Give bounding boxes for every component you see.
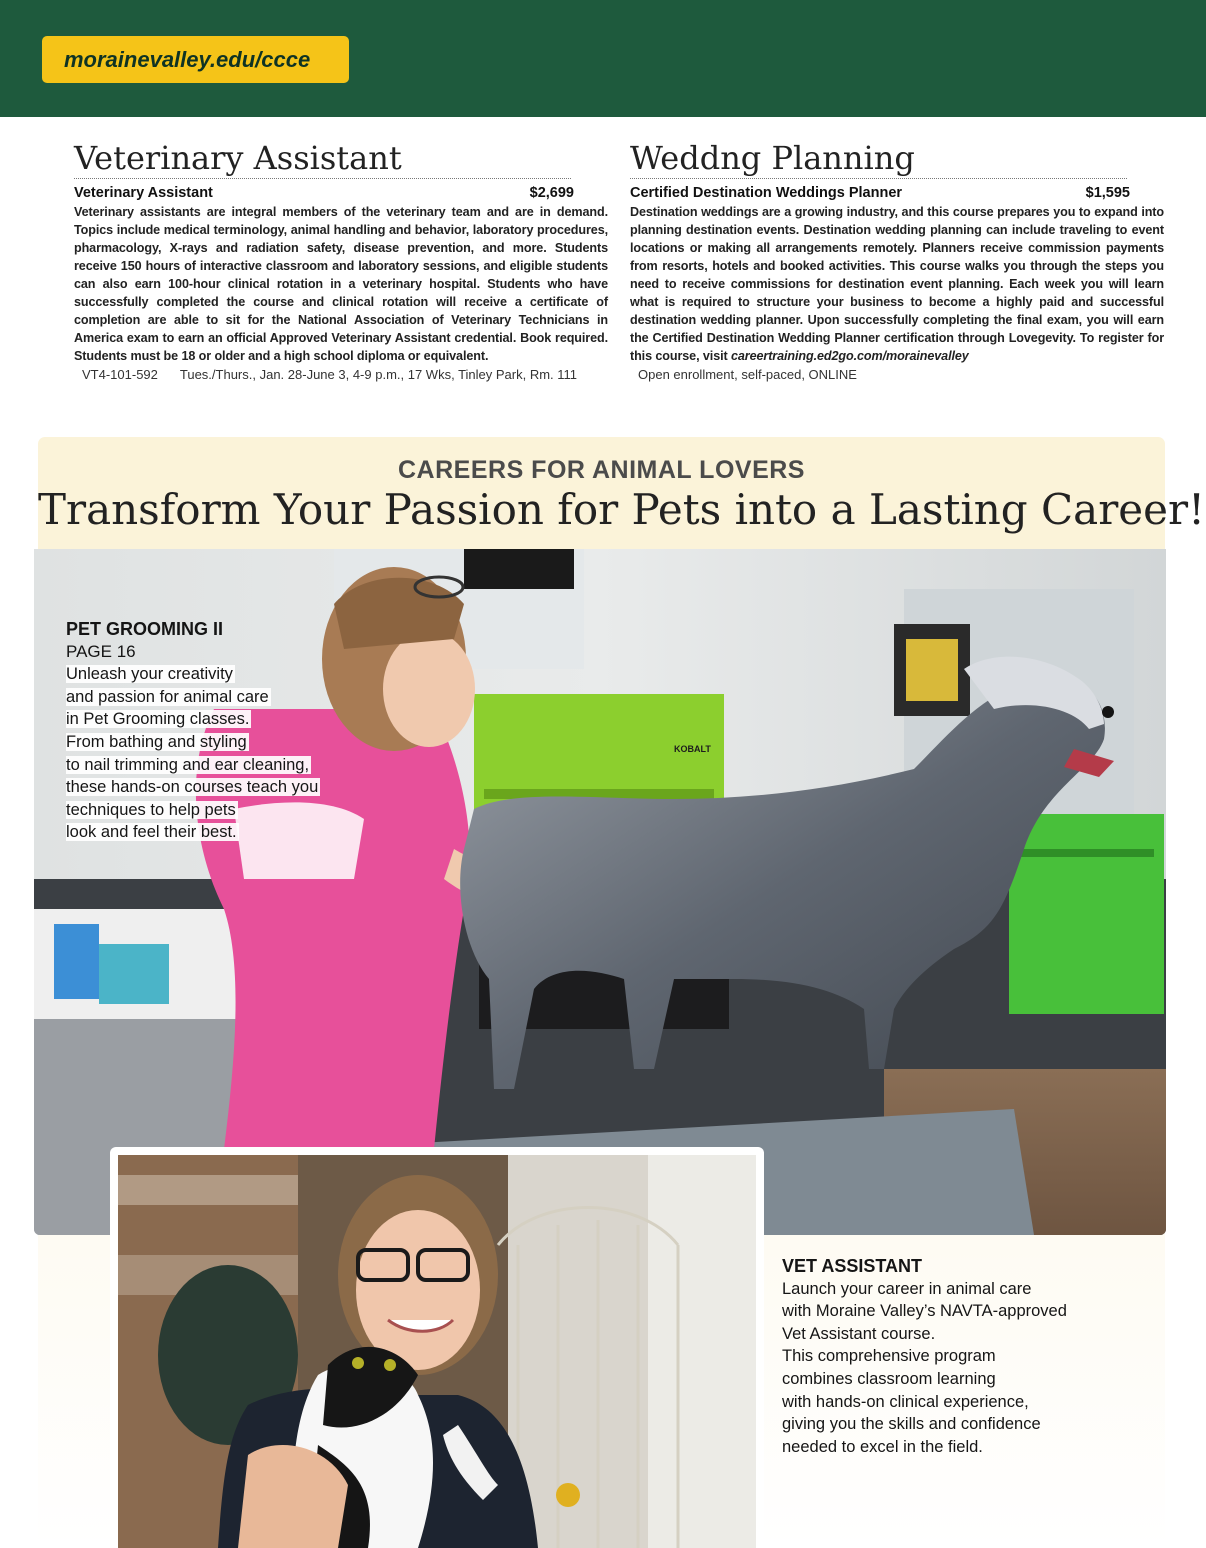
website-link-button[interactable]: morainevalley.edu/ccce (42, 36, 349, 83)
section-title: Veterinary Assistant (74, 138, 571, 179)
vet-course-section (74, 138, 608, 382)
course-schedule (74, 367, 608, 382)
vet-assistant-callout (782, 1255, 1142, 1458)
callout-line: giving you the skills and confidence (782, 1415, 1041, 1434)
callout-line: needed to excel in the field. (782, 1437, 983, 1456)
section-title: Weddng Planning (630, 138, 1127, 179)
course-name: Certified Destination Weddings Planner (630, 185, 903, 201)
course-description: Veterinary assistants are integral members of the veterinary team and are in demand. Topics include medical terminology, animal handling and behavior, laboratory procedures, pharmacology, X-rays and radiation safety, disease prevention, and more. Students receive 150 hours of interactive classroom and laboratory sessions, and eligible students can also earn 100-hour clinical rotation in a veterinary hospital. Students who have successfully completed the course and clinical rotation will receive a certificate of completion are able to sit for the National Association of Veterinary Technicians in America exam to earn an official Approved Veterinary Assistant credential. Book required. Students must be 18 or older and a high school diploma or equivalent. (74, 205, 608, 363)
schedule-text: Tues./Thurs., Jan. 28-June 3, 4-9 p.m., 17 Wks, Tinley Park, Rm. 111 (179, 367, 578, 382)
course-name: Veterinary Assistant (74, 185, 213, 201)
callout-line: with Moraine Valley’s NAVTA-approved (782, 1302, 1067, 1321)
callout-heading: VET ASSISTANT (782, 1256, 923, 1276)
callout-line: with hands-on clinical experience, (782, 1392, 1029, 1411)
callout-line: to nail trimming and ear cleaning, (66, 755, 310, 774)
vet-assistant-photo (110, 1147, 764, 1548)
course-description (630, 203, 1164, 365)
callout-line: From bathing and styling (66, 732, 247, 751)
banner-headline: Transform Your Passion for Pets into a Lasting Career! (38, 485, 1205, 534)
schedule-text: Open enrollment, self-paced, ONLINE (638, 367, 857, 382)
callout-line: these hands-on courses teach you (66, 778, 319, 797)
callout-line: techniques to help pets (66, 800, 236, 819)
toolbox-brand-label: KOBALT (674, 744, 711, 754)
header-bar (0, 0, 1206, 117)
course-header (74, 185, 574, 201)
callout-line: combines classroom learning (782, 1369, 996, 1388)
callout-line: Unleash your creativity (66, 665, 233, 684)
description-text: Destination weddings are a growing industry, and this course prepares you to expand into planning destination events. Destination wedding planning can include traveling to event locations or making all arrangements remotely. Planners receive commission payments from resorts, hotels and booked activities. This course walks you through the steps you need to receive commissions for destination event planning. Each week you will learn what is required to structure your business to become a highly paid and successful destination wedding planner. Upon successfully completing the final exam, you will earn the Certified Destination Wedding Planner certification through Lovegevity. To register for this course, visit (630, 205, 1164, 363)
course-header (630, 185, 1130, 201)
grooming-callout (66, 618, 326, 844)
section-code: VT4-101-592 (82, 367, 158, 382)
feature-banner (38, 437, 1205, 549)
callout-heading: PET GROOMING II (66, 619, 224, 639)
callout-page-ref: PAGE 16 (66, 641, 136, 661)
course-price: $1,595 (1085, 185, 1130, 201)
callout-line: in Pet Grooming classes. (66, 710, 250, 729)
callout-line: Vet Assistant course. (782, 1324, 936, 1343)
callout-line: look and feel their best. (66, 823, 237, 842)
banner-kicker: CAREERS FOR ANIMAL LOVERS (398, 456, 805, 484)
callout-line: Launch your career in animal care (782, 1279, 1032, 1298)
callout-line: and passion for animal care (66, 687, 269, 706)
callout-line: This comprehensive program (782, 1347, 996, 1366)
registration-link[interactable]: careertraining.ed2go.com/morainevalley (731, 349, 969, 363)
course-schedule (630, 367, 1164, 382)
vet-assistant-photo-illustration (118, 1155, 756, 1548)
course-price: $2,699 (529, 185, 574, 201)
wedding-course-section (630, 138, 1164, 382)
